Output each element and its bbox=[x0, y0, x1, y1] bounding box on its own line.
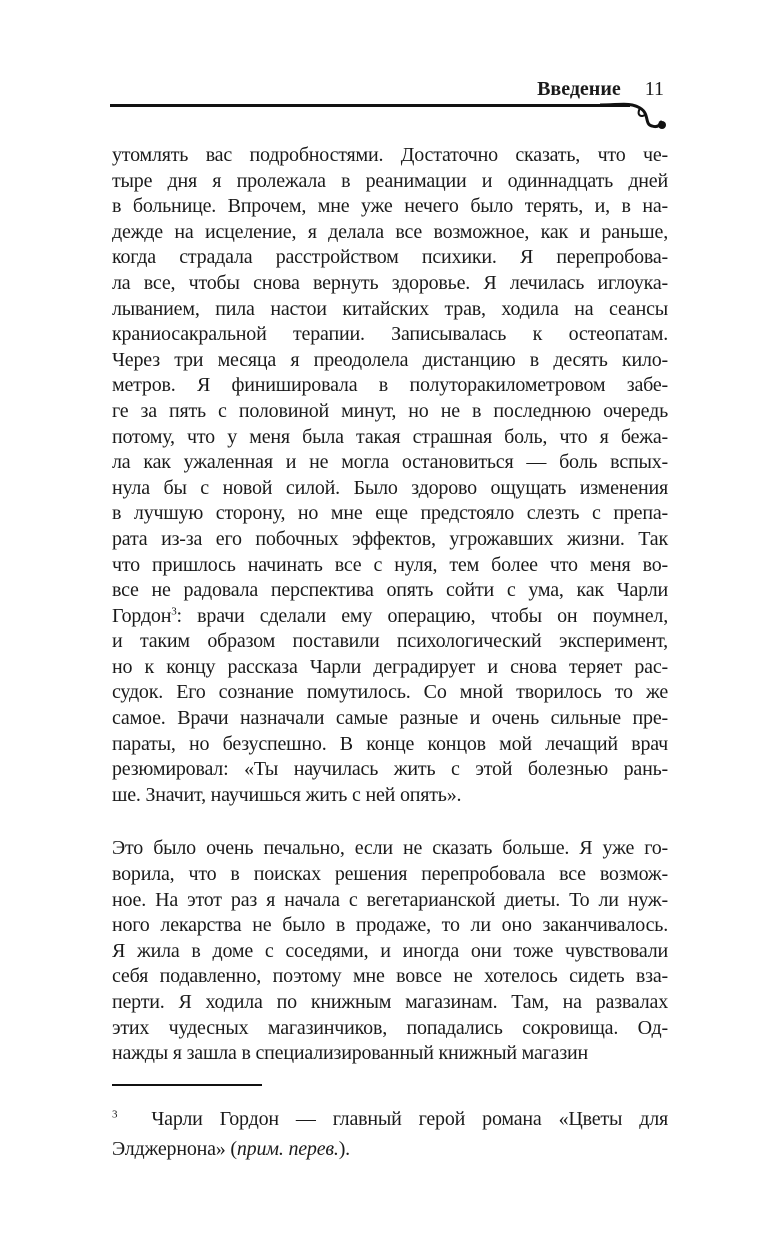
text-line-content: этих чудесных магазинчиков, попадались сокровища. Од- bbox=[112, 1016, 668, 1039]
footnote-text: Чарли Гордон — главный герой романа «Цветы для bbox=[151, 1108, 668, 1130]
text-line bbox=[112, 680, 668, 706]
text-line bbox=[112, 527, 668, 553]
text-line-content: рата из-за его побочных эффектов, угрожавших жизни. Так bbox=[112, 527, 668, 550]
footnote-italic: прим. перев. bbox=[236, 1138, 339, 1160]
text-line bbox=[112, 939, 668, 965]
text-line-content: Я жила в доме с соседями, и иногда они тоже чувствовали bbox=[112, 939, 668, 962]
text-line-content: самое. Врачи назначали самые разные и очень сильные пре- bbox=[112, 707, 668, 730]
text-line bbox=[112, 297, 668, 323]
text-line bbox=[112, 629, 668, 655]
text-line-content: нажды я зашла в специализированный книжный магазин bbox=[112, 1042, 589, 1065]
text-line bbox=[112, 322, 668, 348]
text-line bbox=[112, 271, 668, 297]
text-line bbox=[112, 913, 668, 939]
text-line bbox=[112, 194, 668, 220]
paragraph bbox=[112, 836, 668, 1066]
text-line bbox=[112, 169, 668, 195]
text-line-content: перти. Я ходила по книжным магазинам. Там, на развалах bbox=[112, 991, 668, 1013]
text-line bbox=[112, 399, 668, 425]
text-line-content: ла все, чтобы снова вернуть здоровье. Я лечилась иглоука- bbox=[112, 271, 668, 294]
text-line bbox=[112, 476, 668, 502]
text-line bbox=[112, 450, 668, 476]
body-text bbox=[112, 143, 668, 1067]
text-line bbox=[112, 425, 668, 451]
footnote-text: ). bbox=[338, 1138, 350, 1160]
text-line-content: в больнице. Впрочем, мне уже нечего было терять, и, в на- bbox=[112, 195, 668, 218]
text-line-content: ное. На этот раз я начала с вегетарианской диеты. То ли нуж- bbox=[112, 888, 668, 911]
text-line-content: ного лекарства не было в продаже, то ли оно заканчивалось. bbox=[112, 914, 668, 937]
footnote-rule bbox=[112, 1084, 262, 1086]
text-line bbox=[112, 706, 668, 732]
text-line bbox=[112, 990, 668, 1016]
text-line bbox=[112, 783, 668, 809]
text-line bbox=[112, 501, 668, 527]
text-line-content: что пришлось начинать все с нуля, тем более что меня во- bbox=[112, 553, 668, 576]
text-line-content: утомлять вас подробностями. Достаточно сказать, что че- bbox=[112, 144, 668, 166]
text-line bbox=[112, 1016, 668, 1042]
text-line bbox=[112, 553, 668, 579]
text-line-content: метров. Я финишировала в полуторакилометровом забе- bbox=[112, 374, 668, 397]
text-line-content: но к концу рассказа Чарли деградирует и снова теряет рас- bbox=[112, 655, 668, 678]
text-line-content: Это было очень печально, если не сказать больше. Я уже го- bbox=[112, 837, 668, 860]
text-line bbox=[112, 373, 668, 399]
text-line bbox=[112, 348, 668, 374]
text-line-content: тыре дня я пролежала в реанимации и одиннадцать дней bbox=[112, 169, 668, 192]
section-title: Введение bbox=[537, 78, 621, 100]
text-line bbox=[112, 578, 668, 604]
text-line bbox=[112, 757, 668, 783]
text-line-content: краниосакральной терапии. Записывалась к остеопатам. bbox=[112, 323, 668, 346]
text-line-content: : врачи сделали ему операцию, чтобы он поумнел, bbox=[176, 604, 668, 627]
text-line-content: резюмировал: «Ты научилась жить с этой болезнью рань- bbox=[112, 758, 668, 781]
footnote-text: Элджернона» ( bbox=[112, 1138, 237, 1160]
footnote-line bbox=[112, 1104, 668, 1134]
text-line-content: ше. Значит, научишься жить с ней опять». bbox=[112, 783, 462, 806]
page-number: 11 bbox=[644, 78, 664, 100]
text-line bbox=[112, 245, 668, 271]
text-line-content: параты, но безуспешно. В конце концов мой лечащий врач bbox=[112, 732, 668, 755]
text-line-content: лыванием, пила настои китайских трав, ходила на сеансы bbox=[112, 297, 668, 320]
text-line bbox=[112, 220, 668, 246]
text-line-content: все не радовала перспектива опять сойти с ума, как Чарли bbox=[112, 579, 668, 602]
footnote-number: 3 bbox=[112, 1108, 118, 1121]
text-line bbox=[112, 732, 668, 758]
paragraph bbox=[112, 143, 668, 808]
text-line-content: судок. Его сознание помутилось. Со мной творилось то же bbox=[112, 681, 668, 704]
footnote-line bbox=[112, 1134, 668, 1164]
text-line bbox=[112, 964, 668, 990]
text-line-content: когда страдала расстройством психики. Я перепробова- bbox=[112, 246, 668, 269]
footnote-reference[interactable]: 3 bbox=[171, 605, 177, 618]
text-line bbox=[112, 836, 668, 862]
text-line-content: и таким образом поставили психологический эксперимент, bbox=[112, 630, 668, 653]
text-line bbox=[112, 143, 668, 169]
text-line bbox=[112, 1041, 668, 1067]
text-line bbox=[112, 604, 668, 630]
flourish-ornament bbox=[600, 96, 670, 136]
text-line bbox=[112, 655, 668, 681]
paragraph-gap bbox=[112, 808, 668, 836]
text-line bbox=[112, 862, 668, 888]
text-line-content: ворила, что в поисках решения перепробовала все возмож- bbox=[112, 863, 668, 886]
text-line-content: Через три месяца я преодолела дистанцию в десять кило- bbox=[112, 348, 668, 371]
text-line-content: в лучшую сторону, но мне еще предстояло слезть с препа- bbox=[112, 502, 668, 525]
text-line-content: нула бы с новой силой. Было здорово ощущать изменения bbox=[112, 476, 668, 499]
text-line-content: потому, что у меня была такая страшная боль, что я бежа- bbox=[112, 425, 668, 448]
text-line bbox=[112, 888, 668, 914]
text-line-content: ге за пять с половиной минут, но не в последнюю очередь bbox=[112, 399, 668, 422]
text-line-content: ла как ужаленная и не могла остановиться — боль вспых- bbox=[112, 451, 668, 474]
footnote bbox=[112, 1104, 668, 1164]
text-line-content: себя подавленно, поэтому мне вовсе не хотелось сидеть вза- bbox=[112, 965, 668, 988]
text-line-content: Гордон bbox=[112, 604, 172, 627]
text-line-content: дежде на исцеление, я делала все возможное, как и раньше, bbox=[112, 220, 668, 243]
header-rule bbox=[110, 104, 630, 107]
